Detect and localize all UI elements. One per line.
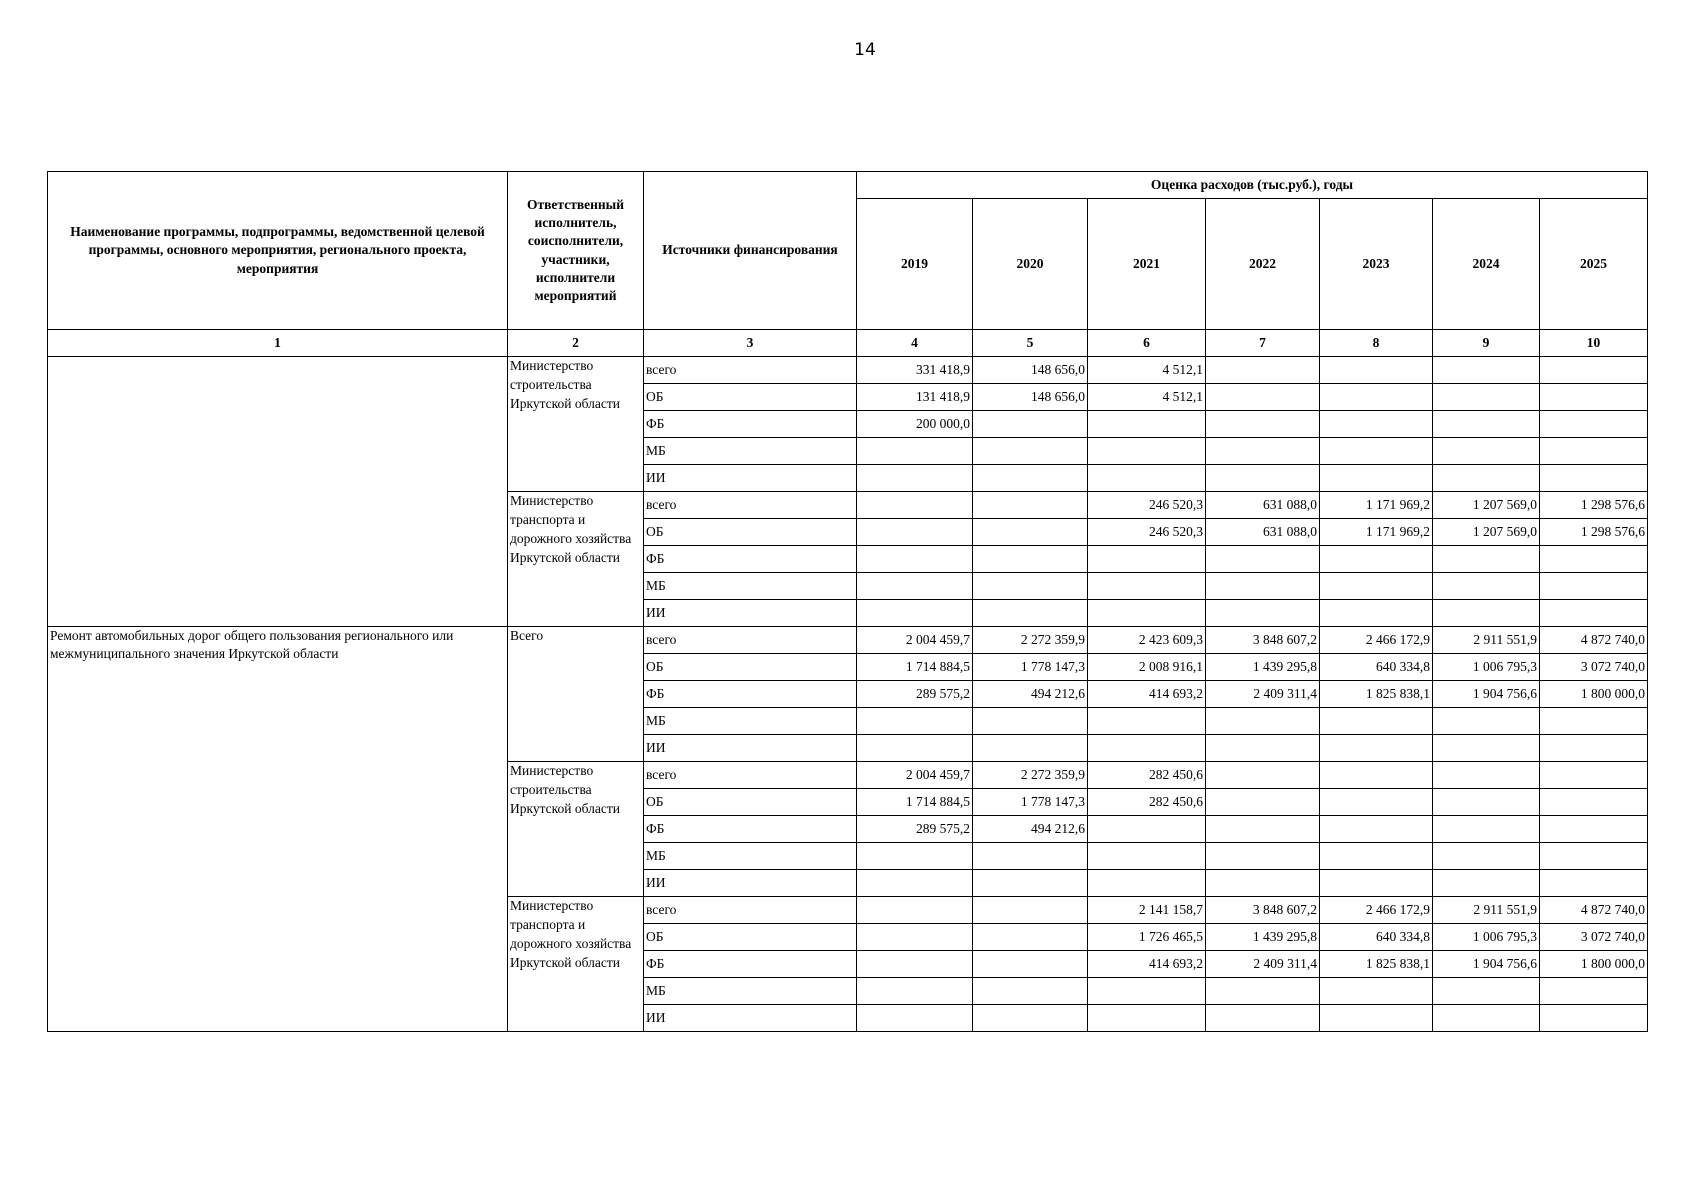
- value-cell: [1206, 357, 1320, 384]
- value-cell: 1 439 295,8: [1206, 924, 1320, 951]
- value-cell: [1320, 411, 1433, 438]
- executor-cell: Министерство транспорта и дорожного хозяйства Иркутской области: [508, 492, 644, 627]
- value-cell: 2 409 311,4: [1206, 681, 1320, 708]
- value-cell: [1088, 465, 1206, 492]
- value-cell: [1540, 1005, 1648, 1032]
- value-cell: [1320, 465, 1433, 492]
- funding-source-cell: ФБ: [644, 546, 857, 573]
- value-cell: 3 848 607,2: [1206, 897, 1320, 924]
- value-cell: [1320, 357, 1433, 384]
- value-cell: [857, 492, 973, 519]
- value-cell: [1206, 708, 1320, 735]
- value-cell: 131 418,9: [857, 384, 973, 411]
- funding-source-cell: МБ: [644, 573, 857, 600]
- value-cell: [1088, 411, 1206, 438]
- value-cell: [1206, 384, 1320, 411]
- value-cell: [857, 546, 973, 573]
- value-cell: 1 904 756,6: [1433, 951, 1540, 978]
- value-cell: [1206, 789, 1320, 816]
- value-cell: 1 298 576,6: [1540, 492, 1648, 519]
- column-number: 5: [973, 330, 1088, 357]
- value-cell: [1088, 735, 1206, 762]
- value-cell: 2 911 551,9: [1433, 627, 1540, 654]
- value-cell: 631 088,0: [1206, 492, 1320, 519]
- value-cell: 1 006 795,3: [1433, 654, 1540, 681]
- value-cell: 2 409 311,4: [1206, 951, 1320, 978]
- funding-source-cell: ИИ: [644, 870, 857, 897]
- value-cell: [1433, 384, 1540, 411]
- funding-source-cell: ФБ: [644, 681, 857, 708]
- value-cell: 4 512,1: [1088, 384, 1206, 411]
- value-cell: 4 872 740,0: [1540, 627, 1648, 654]
- value-cell: 640 334,8: [1320, 924, 1433, 951]
- header-year: 2021: [1088, 199, 1206, 330]
- value-cell: [973, 870, 1088, 897]
- value-cell: 1 298 576,6: [1540, 519, 1648, 546]
- funding-source-cell: ИИ: [644, 465, 857, 492]
- value-cell: 2 272 359,9: [973, 627, 1088, 654]
- value-cell: 494 212,6: [973, 816, 1088, 843]
- value-cell: 1 904 756,6: [1433, 681, 1540, 708]
- value-cell: 1 800 000,0: [1540, 951, 1648, 978]
- value-cell: [1088, 978, 1206, 1005]
- value-cell: 640 334,8: [1320, 654, 1433, 681]
- value-cell: [1088, 870, 1206, 897]
- value-cell: 1 171 969,2: [1320, 492, 1433, 519]
- executor-cell: Министерство строительства Иркутской области: [508, 762, 644, 897]
- value-cell: 3 072 740,0: [1540, 924, 1648, 951]
- value-cell: [1206, 978, 1320, 1005]
- header-executor: Ответственный исполнитель, соисполнители, участники, исполнители мероприятий: [508, 172, 644, 330]
- value-cell: [1433, 411, 1540, 438]
- value-cell: [973, 897, 1088, 924]
- value-cell: [1206, 573, 1320, 600]
- value-cell: 200 000,0: [857, 411, 973, 438]
- value-cell: [1206, 465, 1320, 492]
- value-cell: [1540, 384, 1648, 411]
- funding-source-cell: ОБ: [644, 924, 857, 951]
- value-cell: [1433, 438, 1540, 465]
- value-cell: 1 800 000,0: [1540, 681, 1648, 708]
- value-cell: [1433, 1005, 1540, 1032]
- funding-source-cell: всего: [644, 897, 857, 924]
- value-cell: 4 872 740,0: [1540, 897, 1648, 924]
- value-cell: [1088, 708, 1206, 735]
- value-cell: [1088, 1005, 1206, 1032]
- value-cell: [973, 600, 1088, 627]
- value-cell: [1320, 438, 1433, 465]
- value-cell: [857, 1005, 973, 1032]
- value-cell: [857, 978, 973, 1005]
- value-cell: [1433, 357, 1540, 384]
- value-cell: 4 512,1: [1088, 357, 1206, 384]
- value-cell: [1540, 708, 1648, 735]
- value-cell: [1540, 843, 1648, 870]
- value-cell: [973, 519, 1088, 546]
- value-cell: [1540, 870, 1648, 897]
- value-cell: [1206, 438, 1320, 465]
- value-cell: 148 656,0: [973, 384, 1088, 411]
- value-cell: 2 423 609,3: [1088, 627, 1206, 654]
- value-cell: [1320, 762, 1433, 789]
- value-cell: [973, 492, 1088, 519]
- header-year: 2024: [1433, 199, 1540, 330]
- value-cell: [1206, 762, 1320, 789]
- funding-source-cell: МБ: [644, 438, 857, 465]
- value-cell: [1206, 546, 1320, 573]
- value-cell: 282 450,6: [1088, 762, 1206, 789]
- value-cell: 2 911 551,9: [1433, 897, 1540, 924]
- value-cell: [973, 438, 1088, 465]
- value-cell: [857, 519, 973, 546]
- value-cell: [1206, 816, 1320, 843]
- value-cell: [1320, 573, 1433, 600]
- value-cell: [857, 924, 973, 951]
- value-cell: 414 693,2: [1088, 681, 1206, 708]
- value-cell: 2 272 359,9: [973, 762, 1088, 789]
- value-cell: 2 141 158,7: [1088, 897, 1206, 924]
- value-cell: [1540, 735, 1648, 762]
- value-cell: [1088, 816, 1206, 843]
- column-number: 2: [508, 330, 644, 357]
- value-cell: [973, 978, 1088, 1005]
- column-number: 3: [644, 330, 857, 357]
- value-cell: [857, 573, 973, 600]
- value-cell: [1433, 978, 1540, 1005]
- value-cell: [1320, 735, 1433, 762]
- table-row: [48, 357, 1648, 384]
- value-cell: 148 656,0: [973, 357, 1088, 384]
- header-year: 2019: [857, 199, 973, 330]
- funding-source-cell: ОБ: [644, 789, 857, 816]
- column-number: 7: [1206, 330, 1320, 357]
- header-year: 2022: [1206, 199, 1320, 330]
- value-cell: 2 466 172,9: [1320, 897, 1433, 924]
- value-cell: [1206, 1005, 1320, 1032]
- value-cell: [1540, 465, 1648, 492]
- value-cell: 1 825 838,1: [1320, 951, 1433, 978]
- funding-source-cell: всего: [644, 357, 857, 384]
- column-number: 10: [1540, 330, 1648, 357]
- value-cell: [857, 870, 973, 897]
- value-cell: [1320, 708, 1433, 735]
- value-cell: [1088, 843, 1206, 870]
- value-cell: [1540, 600, 1648, 627]
- value-cell: [857, 465, 973, 492]
- value-cell: [1206, 843, 1320, 870]
- value-cell: [1433, 600, 1540, 627]
- funding-source-cell: всего: [644, 762, 857, 789]
- value-cell: [973, 1005, 1088, 1032]
- value-cell: [1540, 789, 1648, 816]
- value-cell: [973, 735, 1088, 762]
- value-cell: [973, 465, 1088, 492]
- value-cell: 494 212,6: [973, 681, 1088, 708]
- value-cell: 282 450,6: [1088, 789, 1206, 816]
- value-cell: 1 439 295,8: [1206, 654, 1320, 681]
- value-cell: [1540, 546, 1648, 573]
- funding-source-cell: МБ: [644, 843, 857, 870]
- value-cell: 2 008 916,1: [1088, 654, 1206, 681]
- value-cell: [1320, 978, 1433, 1005]
- value-cell: 1 825 838,1: [1320, 681, 1433, 708]
- funding-source-cell: ОБ: [644, 519, 857, 546]
- value-cell: [1320, 816, 1433, 843]
- funding-source-cell: ОБ: [644, 654, 857, 681]
- value-cell: [1433, 870, 1540, 897]
- header-program-name: Наименование программы, подпрограммы, ведомственной целевой программы, основного мероприятия, регионального проекта, мероприятия: [48, 172, 508, 330]
- value-cell: [1540, 438, 1648, 465]
- value-cell: 1 778 147,3: [973, 654, 1088, 681]
- value-cell: [1320, 870, 1433, 897]
- value-cell: [1320, 1005, 1433, 1032]
- value-cell: [1540, 357, 1648, 384]
- funding-source-cell: всего: [644, 492, 857, 519]
- value-cell: 631 088,0: [1206, 519, 1320, 546]
- value-cell: [857, 600, 973, 627]
- value-cell: 414 693,2: [1088, 951, 1206, 978]
- funding-source-cell: МБ: [644, 708, 857, 735]
- value-cell: 1 006 795,3: [1433, 924, 1540, 951]
- program-name-cell: [48, 357, 508, 627]
- header-year: 2025: [1540, 199, 1648, 330]
- funding-source-cell: ИИ: [644, 600, 857, 627]
- value-cell: [1320, 546, 1433, 573]
- value-cell: [1088, 546, 1206, 573]
- value-cell: [1433, 762, 1540, 789]
- budget-table: [47, 171, 1648, 1032]
- value-cell: [973, 411, 1088, 438]
- executor-cell: Министерство строительства Иркутской области: [508, 357, 644, 492]
- value-cell: 1 171 969,2: [1320, 519, 1433, 546]
- value-cell: [1433, 789, 1540, 816]
- value-cell: [973, 951, 1088, 978]
- value-cell: [1320, 789, 1433, 816]
- value-cell: 289 575,2: [857, 816, 973, 843]
- value-cell: 1 207 569,0: [1433, 519, 1540, 546]
- funding-source-cell: ИИ: [644, 735, 857, 762]
- value-cell: [1540, 978, 1648, 1005]
- executor-cell: Всего: [508, 627, 644, 762]
- value-cell: 2 004 459,7: [857, 762, 973, 789]
- funding-source-cell: ОБ: [644, 384, 857, 411]
- value-cell: [1320, 600, 1433, 627]
- funding-source-cell: ФБ: [644, 816, 857, 843]
- value-cell: [1433, 546, 1540, 573]
- executor-cell: Министерство транспорта и дорожного хозяйства Иркутской области: [508, 897, 644, 1032]
- funding-source-cell: ФБ: [644, 411, 857, 438]
- value-cell: [1206, 411, 1320, 438]
- value-cell: 1 714 884,5: [857, 654, 973, 681]
- value-cell: [1088, 438, 1206, 465]
- table-row: [48, 627, 1648, 654]
- value-cell: [1088, 600, 1206, 627]
- value-cell: [1433, 735, 1540, 762]
- value-cell: [973, 546, 1088, 573]
- value-cell: [857, 897, 973, 924]
- value-cell: [1540, 762, 1648, 789]
- value-cell: [1433, 843, 1540, 870]
- value-cell: [973, 924, 1088, 951]
- column-number: 9: [1433, 330, 1540, 357]
- value-cell: [857, 843, 973, 870]
- value-cell: [1433, 708, 1540, 735]
- value-cell: [857, 708, 973, 735]
- value-cell: 246 520,3: [1088, 519, 1206, 546]
- table-header: [48, 172, 1648, 357]
- value-cell: [973, 843, 1088, 870]
- value-cell: 2 004 459,7: [857, 627, 973, 654]
- header-funding-source: Источники финансирования: [644, 172, 857, 330]
- value-cell: [1320, 843, 1433, 870]
- value-cell: [1206, 600, 1320, 627]
- value-cell: [973, 708, 1088, 735]
- page-number: 14: [854, 40, 876, 60]
- program-name-cell: Ремонт автомобильных дорог общего пользования регионального или межмуниципального значения Иркутской области: [48, 627, 508, 1032]
- funding-source-cell: ИИ: [644, 1005, 857, 1032]
- value-cell: 3 848 607,2: [1206, 627, 1320, 654]
- column-number: 1: [48, 330, 508, 357]
- funding-source-cell: всего: [644, 627, 857, 654]
- value-cell: [1320, 384, 1433, 411]
- value-cell: 1 778 147,3: [973, 789, 1088, 816]
- header-year: 2023: [1320, 199, 1433, 330]
- funding-source-cell: ФБ: [644, 951, 857, 978]
- table-body: [48, 357, 1648, 1032]
- value-cell: 289 575,2: [857, 681, 973, 708]
- column-number: 6: [1088, 330, 1206, 357]
- value-cell: 3 072 740,0: [1540, 654, 1648, 681]
- value-cell: 1 207 569,0: [1433, 492, 1540, 519]
- header-year: 2020: [973, 199, 1088, 330]
- value-cell: [857, 438, 973, 465]
- value-cell: [857, 951, 973, 978]
- header-cost-estimate: Оценка расходов (тыс.руб.), годы: [857, 172, 1648, 199]
- value-cell: [1088, 573, 1206, 600]
- value-cell: 1 714 884,5: [857, 789, 973, 816]
- value-cell: 246 520,3: [1088, 492, 1206, 519]
- value-cell: [1540, 411, 1648, 438]
- value-cell: [1540, 816, 1648, 843]
- value-cell: [1433, 816, 1540, 843]
- funding-source-cell: МБ: [644, 978, 857, 1005]
- value-cell: [973, 573, 1088, 600]
- value-cell: [1206, 735, 1320, 762]
- value-cell: [1540, 573, 1648, 600]
- column-number: 4: [857, 330, 973, 357]
- value-cell: 1 726 465,5: [1088, 924, 1206, 951]
- value-cell: 2 466 172,9: [1320, 627, 1433, 654]
- column-number: 8: [1320, 330, 1433, 357]
- value-cell: [1433, 573, 1540, 600]
- value-cell: [857, 735, 973, 762]
- value-cell: [1206, 870, 1320, 897]
- value-cell: [1433, 465, 1540, 492]
- value-cell: 331 418,9: [857, 357, 973, 384]
